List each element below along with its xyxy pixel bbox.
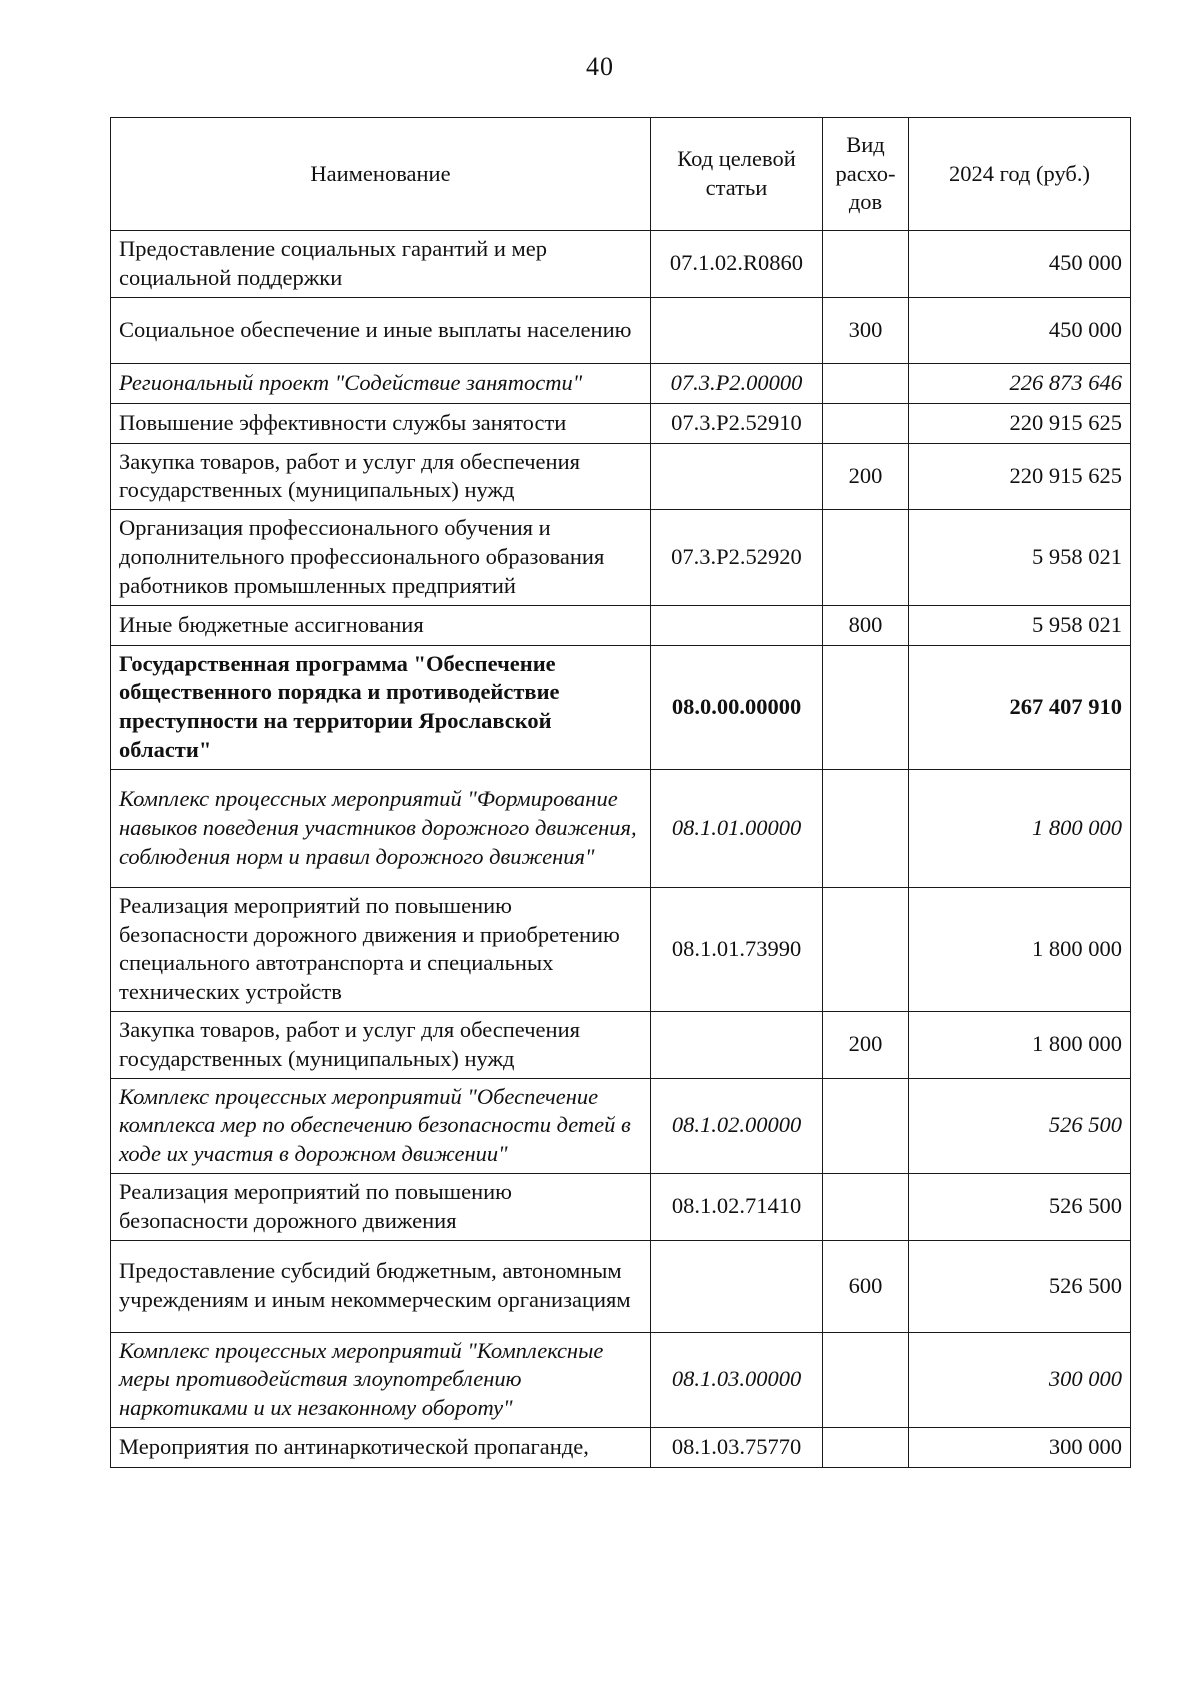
- row-code-cell: 07.3.P2.00000: [651, 363, 823, 403]
- table-row: [111, 403, 1131, 443]
- table-row: [111, 1173, 1131, 1240]
- row-name-cell: Повышение эффективности службы занятости: [111, 403, 651, 443]
- row-kind-cell: [823, 1078, 909, 1173]
- table-row: [111, 510, 1131, 605]
- row-code-cell: 07.1.02.R0860: [651, 231, 823, 298]
- table-row: [111, 231, 1131, 298]
- table-row: [111, 1427, 1131, 1467]
- row-code-cell: 07.3.P2.52920: [651, 510, 823, 605]
- row-name-cell: Комплекс процессных мероприятий "Комплексные меры противодействия злоупотреблению наркотиками и их незаконному обороту": [111, 1332, 651, 1427]
- row-sum-cell: 526 500: [909, 1173, 1131, 1240]
- row-kind-cell: [823, 1332, 909, 1427]
- row-sum-cell: 300 000: [909, 1427, 1131, 1467]
- row-kind-cell: [823, 769, 909, 887]
- row-code-cell: 07.3.P2.52910: [651, 403, 823, 443]
- row-sum-cell: 450 000: [909, 231, 1131, 298]
- table-row: [111, 1332, 1131, 1427]
- table-row: [111, 363, 1131, 403]
- row-sum-cell: 5 958 021: [909, 510, 1131, 605]
- table-row: [111, 645, 1131, 769]
- row-name-cell: Социальное обеспечение и иные выплаты населению: [111, 297, 651, 363]
- row-kind-cell: 200: [823, 1011, 909, 1078]
- row-sum-cell: 1 800 000: [909, 769, 1131, 887]
- table-row: [111, 1240, 1131, 1332]
- row-kind-cell: [823, 403, 909, 443]
- row-name-cell: Реализация мероприятий по повышению безопасности дорожного движения и приобретению специального автотранспорта и специальных технических устройств: [111, 887, 651, 1011]
- table-row: [111, 1078, 1131, 1173]
- table-body: [111, 231, 1131, 1468]
- row-name-cell: Мероприятия по антинаркотической пропаганде,: [111, 1427, 651, 1467]
- row-kind-cell: 300: [823, 297, 909, 363]
- header-name: Наименование: [111, 118, 651, 231]
- row-code-cell: [651, 443, 823, 510]
- row-kind-cell: [823, 363, 909, 403]
- budget-table: [110, 117, 1131, 1468]
- row-kind-cell: [823, 1173, 909, 1240]
- row-name-cell: Комплекс процессных мероприятий "Формирование навыков поведения участников дорожного движения, соблюдения норм и правил дорожного движения": [111, 769, 651, 887]
- row-code-cell: 08.0.00.00000: [651, 645, 823, 769]
- row-kind-cell: 600: [823, 1240, 909, 1332]
- row-code-cell: [651, 605, 823, 645]
- row-sum-cell: 526 500: [909, 1078, 1131, 1173]
- row-code-cell: [651, 1240, 823, 1332]
- row-sum-cell: 226 873 646: [909, 363, 1131, 403]
- row-kind-cell: [823, 645, 909, 769]
- row-sum-cell: 267 407 910: [909, 645, 1131, 769]
- row-kind-cell: [823, 510, 909, 605]
- row-name-cell: Закупка товаров, работ и услуг для обеспечения государственных (муниципальных) нужд: [111, 443, 651, 510]
- table-row: [111, 605, 1131, 645]
- row-sum-cell: 450 000: [909, 297, 1131, 363]
- table-header-row: [111, 118, 1131, 231]
- row-code-cell: 08.1.01.00000: [651, 769, 823, 887]
- table-row: [111, 297, 1131, 363]
- row-name-cell: Реализация мероприятий по повышению безопасности дорожного движения: [111, 1173, 651, 1240]
- row-name-cell: Иные бюджетные ассигнования: [111, 605, 651, 645]
- row-sum-cell: 220 915 625: [909, 403, 1131, 443]
- row-code-cell: 08.1.03.75770: [651, 1427, 823, 1467]
- row-code-cell: 08.1.03.00000: [651, 1332, 823, 1427]
- row-kind-cell: 200: [823, 443, 909, 510]
- row-sum-cell: 526 500: [909, 1240, 1131, 1332]
- row-sum-cell: 1 800 000: [909, 887, 1131, 1011]
- row-name-cell: Организация профессионального обучения и дополнительного профессионального образования работников промышленных предприятий: [111, 510, 651, 605]
- row-kind-cell: [823, 1427, 909, 1467]
- row-code-cell: [651, 297, 823, 363]
- row-name-cell: Предоставление социальных гарантий и мер социальной поддержки: [111, 231, 651, 298]
- header-code: Код целевой статьи: [651, 118, 823, 231]
- header-sum: 2024 год (руб.): [909, 118, 1131, 231]
- row-code-cell: [651, 1011, 823, 1078]
- row-name-cell: Закупка товаров, работ и услуг для обеспечения государственных (муниципальных) нужд: [111, 1011, 651, 1078]
- row-name-cell: Предоставление субсидий бюджетным, автономным учреждениям и иным некоммерческим организациям: [111, 1240, 651, 1332]
- row-kind-cell: [823, 887, 909, 1011]
- row-code-cell: 08.1.02.00000: [651, 1078, 823, 1173]
- row-name-cell: Региональный проект "Содействие занятости": [111, 363, 651, 403]
- table-row: [111, 769, 1131, 887]
- row-name-cell: Государственная программа "Обеспечение общественного порядка и противодействие преступности на территории Ярославской области": [111, 645, 651, 769]
- row-code-cell: 08.1.01.73990: [651, 887, 823, 1011]
- row-sum-cell: 300 000: [909, 1332, 1131, 1427]
- header-kind: Вид расхо-дов: [823, 118, 909, 231]
- row-code-cell: 08.1.02.71410: [651, 1173, 823, 1240]
- row-sum-cell: 5 958 021: [909, 605, 1131, 645]
- table-row: [111, 887, 1131, 1011]
- row-kind-cell: [823, 231, 909, 298]
- row-sum-cell: 1 800 000: [909, 1011, 1131, 1078]
- row-sum-cell: 220 915 625: [909, 443, 1131, 510]
- table-row: [111, 1011, 1131, 1078]
- page-number: 40: [586, 52, 614, 81]
- table-row: [111, 443, 1131, 510]
- row-name-cell: Комплекс процессных мероприятий "Обеспечение комплекса мер по обеспечению безопасности детей в ходе их участия в дорожном движении": [111, 1078, 651, 1173]
- row-kind-cell: 800: [823, 605, 909, 645]
